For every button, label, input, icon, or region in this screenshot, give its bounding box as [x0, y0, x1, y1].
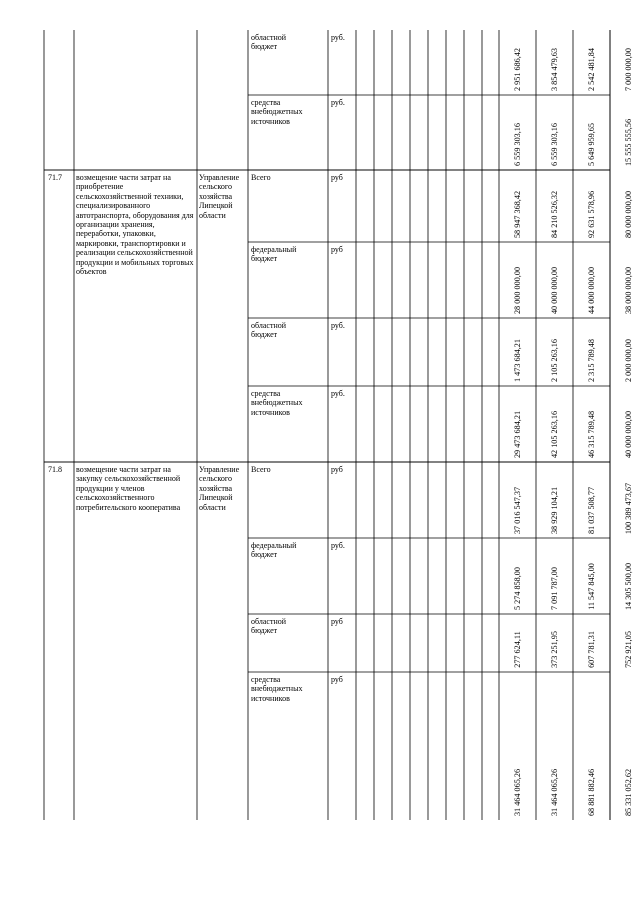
- value-cell: 28 000 000,00: [512, 266, 522, 315]
- value-cell: 81 037 508,77: [586, 486, 596, 535]
- source-label: федеральный бюджет: [251, 245, 297, 264]
- value-cell: 31 464 065,26: [512, 768, 522, 817]
- value-cell: 2 542 481,84: [586, 48, 596, 91]
- value-cell: 7 091 787,00: [549, 567, 559, 610]
- value-cell: 46 315 789,48: [586, 410, 596, 459]
- value-cell: 5 649 959,65: [586, 123, 596, 166]
- value-cell: 2 000 000,00: [623, 339, 633, 382]
- value-cell: 100 389 473,67: [623, 482, 633, 535]
- source-label: областной бюджет: [251, 617, 287, 636]
- source-label: областной бюджет: [251, 33, 287, 52]
- source-label: Всего: [251, 173, 271, 182]
- unit-label: руб: [331, 617, 343, 626]
- source-label: федеральный бюджет: [251, 541, 297, 560]
- item-number: 71.8: [48, 465, 62, 474]
- value-cell: 3 854 479,63: [549, 48, 559, 91]
- unit-label: руб.: [331, 98, 345, 107]
- value-cell: 2 315 789,48: [586, 339, 596, 382]
- value-cell: 2 105 263,16: [549, 339, 559, 382]
- unit-label: руб: [331, 675, 343, 684]
- value-cell: 38 000 000,00: [623, 266, 633, 315]
- source-label: средства внебюджетных источников: [251, 675, 303, 703]
- item-executor: Управление сельского хозяйства Липецкой области: [199, 465, 240, 512]
- value-cell: 6 559 303,16: [549, 123, 559, 166]
- value-cell: 1 473 684,21: [512, 339, 522, 382]
- value-cell: 37 016 547,37: [512, 486, 522, 535]
- item-executor: Управление сельского хозяйства Липецкой области: [199, 173, 240, 220]
- value-cell: 85 331 052,62: [623, 768, 633, 817]
- item-number: 71.7: [48, 173, 62, 182]
- value-cell: 607 781,31: [586, 631, 596, 668]
- value-cell: 6 559 303,16: [512, 123, 522, 166]
- value-cell: 80 000 000,00: [623, 190, 633, 239]
- value-cell: 84 210 526,32: [549, 190, 559, 239]
- unit-label: руб.: [331, 541, 345, 550]
- source-label: средства внебюджетных источников: [251, 98, 303, 126]
- value-cell: 68 881 882,46: [586, 768, 596, 817]
- value-cell: 11 547 845,00: [586, 563, 596, 610]
- value-cell: 58 947 368,42: [512, 190, 522, 239]
- value-cell: 14 305 500,00: [623, 562, 633, 611]
- item-name: возмещение части затрат на приобретение сельскохозяйственной техники, специализированного автотранспорта, оборудования для организации хранения, переработки, упаковки, маркировки, транспортировки и реализации сельскохозяйственной продукции и мобильных торговых объектов: [76, 173, 194, 277]
- value-cell: 277 624,11: [512, 631, 522, 668]
- value-cell: 44 000 000,00: [586, 266, 596, 315]
- value-cell: 31 464 065,26: [549, 768, 559, 817]
- value-cell: 40 000 000,00: [549, 266, 559, 315]
- unit-label: руб: [331, 245, 343, 254]
- source-label: Всего: [251, 465, 271, 474]
- value-cell: 38 929 104,21: [549, 486, 559, 535]
- unit-label: руб.: [331, 33, 345, 42]
- unit-label: руб: [331, 173, 343, 182]
- value-cell: 2 951 686,42: [512, 48, 522, 91]
- unit-label: руб.: [331, 389, 345, 398]
- value-cell: 5 274 858,00: [512, 567, 522, 610]
- value-cell: 29 473 684,21: [512, 410, 522, 459]
- unit-label: руб: [331, 465, 343, 474]
- value-cell: 92 631 578,96: [586, 190, 596, 239]
- item-name: возмещение части затрат на закупку сельскохозяйственной продукции у членов сельскохозяйственного потребительского кооператива: [76, 465, 181, 512]
- unit-label: руб.: [331, 321, 345, 330]
- value-cell: 7 000 000,00: [623, 48, 633, 91]
- value-cell: 15 555 555,56: [623, 118, 633, 167]
- value-cell: 42 105 263,16: [549, 410, 559, 459]
- source-label: областной бюджет: [251, 321, 287, 340]
- value-cell: 752 921,05: [623, 631, 633, 668]
- value-cell: 373 251,95: [549, 631, 559, 668]
- source-label: средства внебюджетных источников: [251, 389, 303, 417]
- value-cell: 40 000 000,00: [623, 410, 633, 459]
